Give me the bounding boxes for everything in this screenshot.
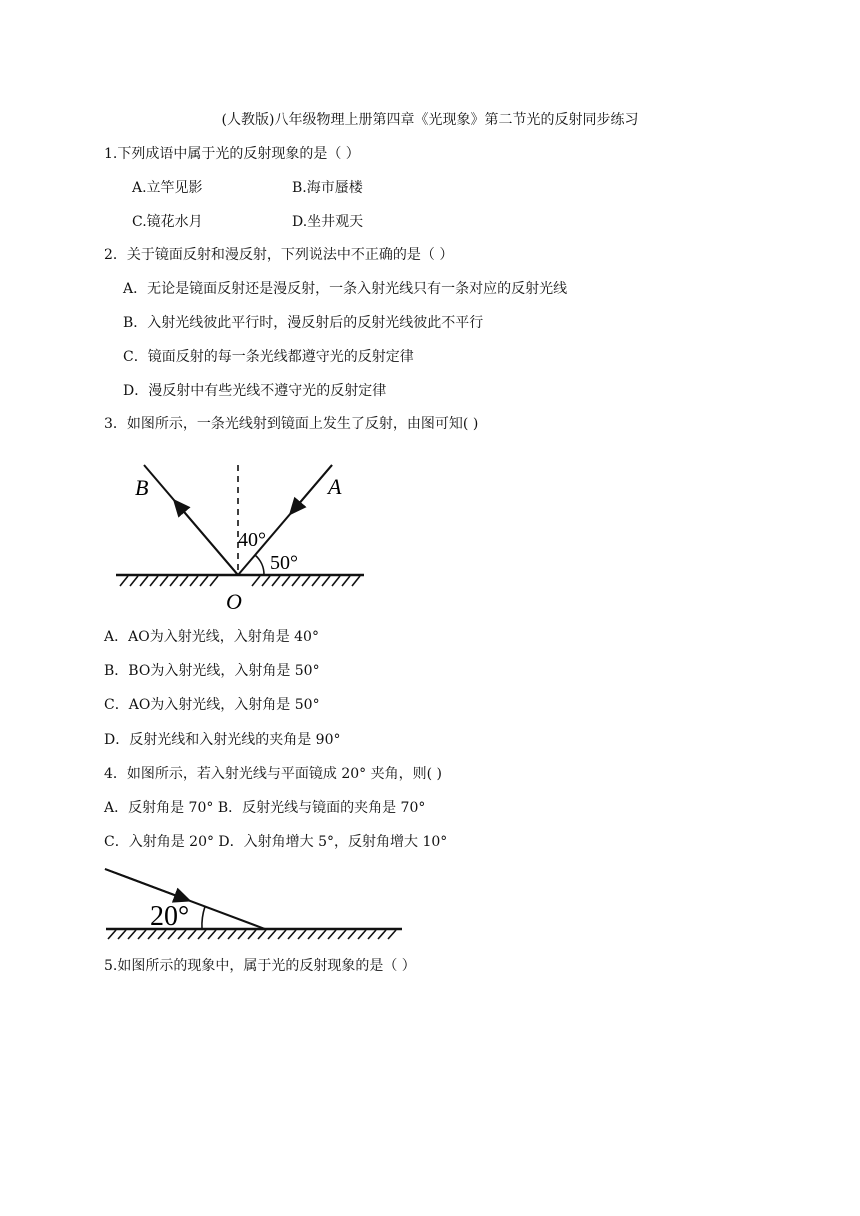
incident-ray-2-arrow	[105, 869, 184, 899]
label-o: O	[226, 589, 242, 614]
angle-20-label: 20°	[150, 901, 190, 932]
question-4-options-ab: A．反射角是 70° B．反射光线与镜面的夹角是 70°	[104, 800, 426, 816]
reflection-diagram	[108, 455, 378, 615]
angle-arc-2	[202, 907, 205, 930]
angle-40-label: 40°	[238, 529, 266, 551]
question-1-stem: 1.下列成语中属于光的反射现象的是（ ）	[104, 146, 360, 162]
angle-50-label: 50°	[270, 552, 298, 574]
question-2-option-d: D．漫反射中有些光线不遵守光的反射定律	[123, 383, 387, 399]
question-1-option-b: B.海市蜃楼	[292, 180, 363, 196]
reflected-ray-arrow	[178, 505, 238, 575]
question-5-stem: 5.如图所示的现象中，属于光的反射现象的是（ ）	[104, 958, 416, 974]
question-3-option-d: D．反射光线和入射光线的夹角是 90°	[104, 732, 341, 748]
question-2-stem: 2．关于镜面反射和漫反射，下列说法中不正确的是（ ）	[104, 247, 454, 263]
incident-ray-arrow	[294, 465, 332, 510]
question-1-option-a: A.立竿见影	[132, 180, 203, 196]
angle-arc	[255, 555, 264, 575]
question-1-option-c: C.镜花水月	[132, 214, 203, 230]
question-3-option-a: A．AO为入射光线，入射角是 40°	[104, 629, 319, 645]
label-a: A	[328, 474, 342, 499]
question-2-option-a: A．无论是镜面反射还是漫反射，一条入射光线只有一条对应的反射光线	[123, 281, 568, 297]
question-3-option-b: B．BO为入射光线，入射角是 50°	[104, 663, 320, 679]
question-4-stem: 4．如图所示，若入射光线与平面镜成 20° 夹角，则( )	[104, 766, 442, 782]
question-2-option-b: B．入射光线彼此平行时，漫反射后的反射光线彼此不平行	[123, 315, 484, 331]
question-1-option-d: D.坐井观天	[292, 214, 364, 230]
question-4-options-cd: C．入射角是 20° D．入射角增大 5°，反射角增大 10°	[104, 834, 448, 850]
incident-angle-diagram	[100, 858, 410, 948]
question-3-stem: 3．如图所示，一条光线射到镜面上发生了反射，由图可知( )	[104, 416, 479, 432]
label-b: B	[135, 475, 149, 500]
question-3-option-c: C．AO为入射光线，入射角是 50°	[104, 697, 320, 713]
question-2-option-c: C．镜面反射的每一条光线都遵守光的反射定律	[123, 349, 414, 365]
page-title: (人教版)八年级物理上册第四章《光现象》第二节光的反射同步练习	[221, 112, 639, 128]
mirror-hatching	[120, 576, 360, 586]
